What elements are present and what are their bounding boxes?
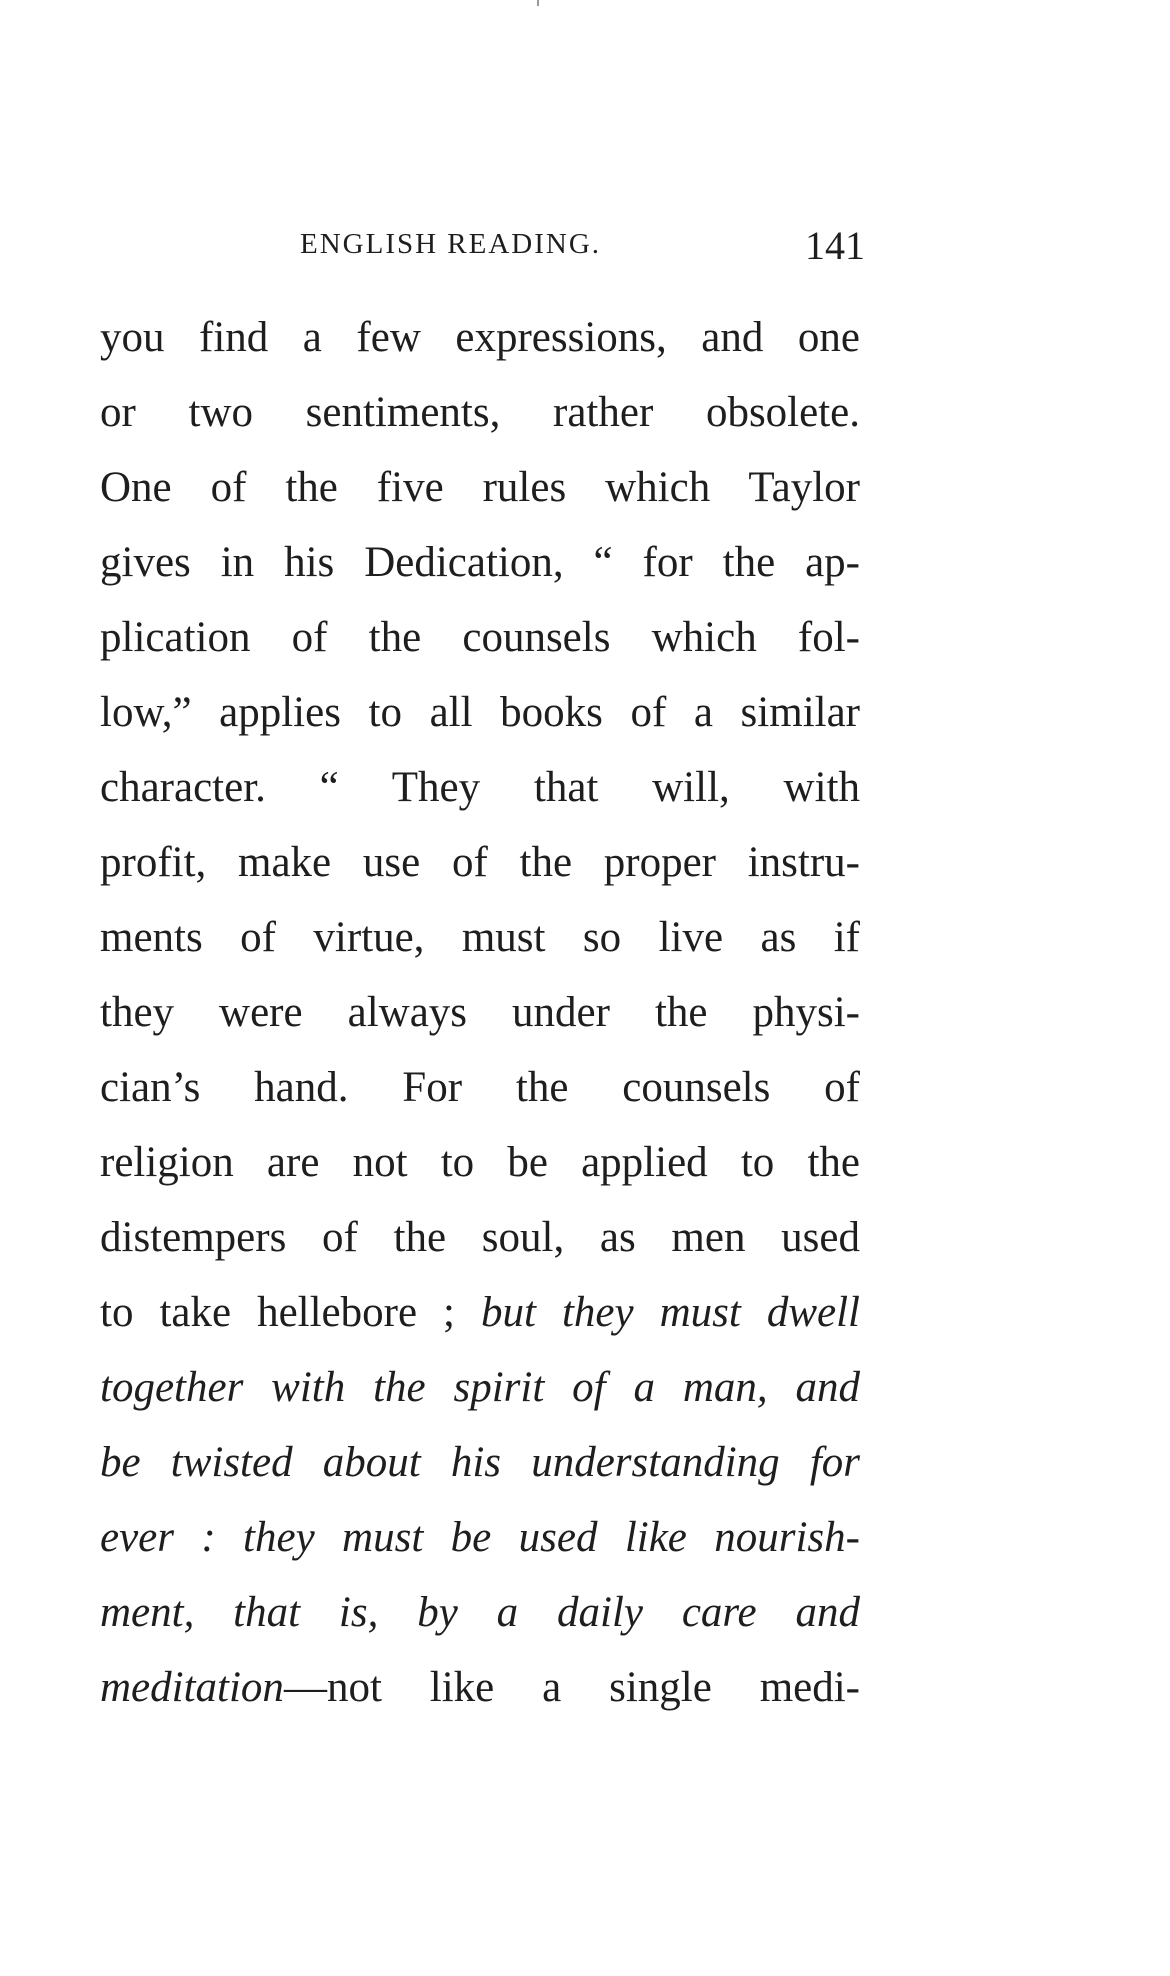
text-line xyxy=(100,1050,860,1125)
text-segment: to take hellebore ; xyxy=(100,1289,482,1336)
text-segment: they were always under the physi- xyxy=(100,989,860,1036)
text-line xyxy=(100,600,860,675)
text-line xyxy=(100,1125,860,1200)
text-segment: distempers of the soul, as men used xyxy=(100,1214,860,1261)
text-line xyxy=(100,1200,860,1275)
scan-mark xyxy=(537,0,539,6)
italic-segment: meditation xyxy=(100,1664,284,1711)
text-line xyxy=(100,300,860,375)
text-segment: One of the five rules which Taylor xyxy=(100,464,860,511)
italic-segment: ever : they must be used like nourish- xyxy=(100,1514,860,1561)
text-segment: religion are not to be applied to the xyxy=(100,1139,860,1186)
text-line xyxy=(100,750,860,825)
text-line xyxy=(100,825,860,900)
text-line xyxy=(100,1425,860,1500)
page-header xyxy=(300,222,865,282)
text-segment: you find a few expressions, and one xyxy=(100,314,860,361)
text-line xyxy=(100,1275,860,1350)
text-segment: cian’s hand. For the counsels of xyxy=(100,1064,860,1111)
text-line xyxy=(100,1500,860,1575)
text-segment: character. “ They that will, with xyxy=(100,764,860,811)
text-segment: plication of the counsels which fol- xyxy=(100,614,860,661)
text-line xyxy=(100,1350,860,1425)
italic-segment: ment, that is, by a daily care and xyxy=(100,1589,860,1636)
text-line xyxy=(100,675,860,750)
page-number: 141 xyxy=(805,223,865,268)
italic-segment: together with the spirit of a man, and xyxy=(100,1364,860,1411)
text-line xyxy=(100,1575,860,1650)
text-segment: profit, make use of the proper instru- xyxy=(100,839,860,886)
text-line xyxy=(100,975,860,1050)
text-segment: gives in his Dedication, “ for the ap- xyxy=(100,539,860,586)
text-segment: low,” applies to all books of a similar xyxy=(100,689,860,736)
italic-segment: be twisted about his understanding for xyxy=(100,1439,860,1486)
italic-segment: but they must dwell xyxy=(481,1289,860,1336)
text-line xyxy=(100,900,860,975)
text-segment: or two sentiments, rather obsolete. xyxy=(100,389,860,436)
body-text xyxy=(100,300,860,1725)
text-line xyxy=(100,525,860,600)
text-segment: ments of virtue, must so live as if xyxy=(100,914,860,961)
text-line xyxy=(100,450,860,525)
text-segment: —not like a single medi- xyxy=(283,1664,860,1711)
running-head: ENGLISH READING. xyxy=(300,228,602,260)
text-line xyxy=(100,375,860,450)
text-line xyxy=(100,1650,860,1725)
